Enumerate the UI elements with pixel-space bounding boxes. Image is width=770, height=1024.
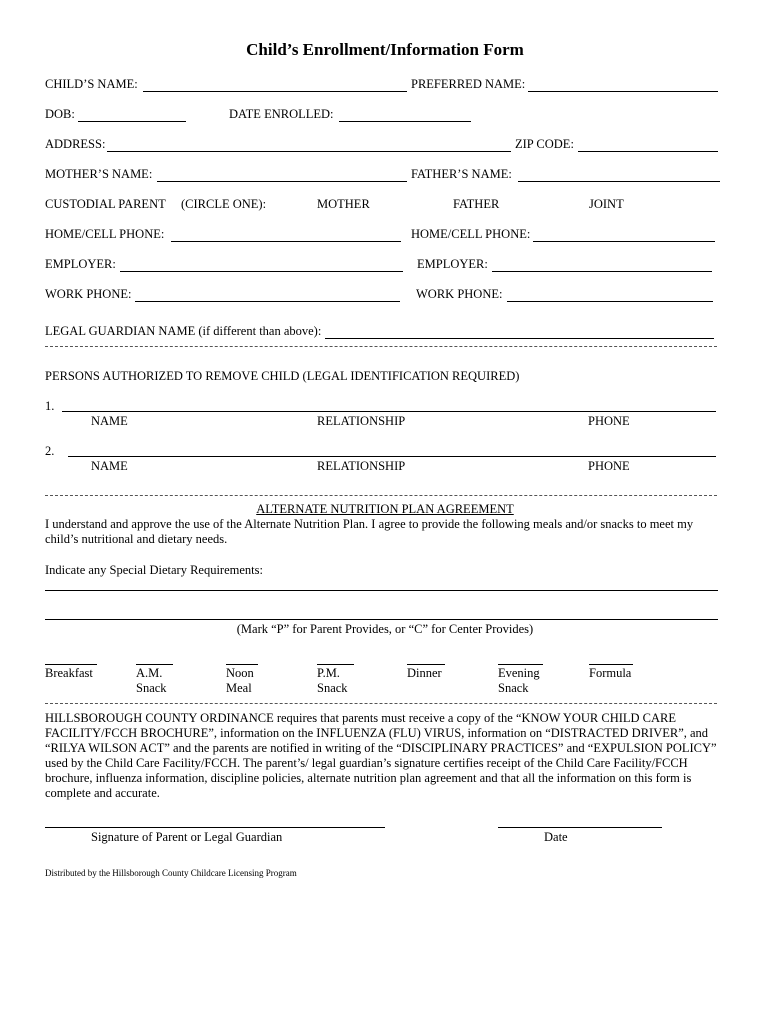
section-divider — [45, 703, 717, 704]
authorized-row-1-number: 1. — [45, 399, 55, 413]
meal-mark-am-snack[interactable] — [136, 664, 173, 665]
authorized-row-1-field[interactable] — [62, 411, 716, 412]
authorized-row-2-relationship-label: RELATIONSHIP — [317, 459, 406, 473]
dob-field[interactable] — [78, 121, 186, 122]
meal-label-pm-snack-2: Snack — [317, 681, 348, 695]
dietary-requirements-field-1[interactable] — [45, 590, 718, 591]
meal-label-evening-snack-2: Snack — [498, 681, 529, 695]
home-cell-phone-label-2: HOME/CELL PHONE: — [411, 227, 531, 241]
dietary-requirements-label: Indicate any Special Dietary Requirements: — [45, 563, 263, 577]
meal-label-pm-snack: P.M. — [317, 666, 340, 680]
meal-label-noon-meal-2: Meal — [226, 681, 252, 695]
parent-signature-label: Signature of Parent or Legal Guardian — [91, 830, 283, 844]
meal-mark-breakfast[interactable] — [45, 664, 97, 665]
custody-option-joint[interactable]: JOINT — [589, 197, 624, 211]
meal-mark-evening-snack[interactable] — [498, 664, 543, 665]
childs-name-field[interactable] — [143, 91, 407, 92]
date-enrolled-field[interactable] — [339, 121, 471, 122]
meal-mark-pm-snack[interactable] — [317, 664, 354, 665]
fathers-name-label: FATHER’S NAME: — [411, 167, 512, 181]
footer-distribution-note: Distributed by the Hillsborough County Childcare Licensing Program — [45, 868, 297, 878]
legal-guardian-label: LEGAL GUARDIAN NAME (if different than above): — [45, 324, 322, 338]
preferred-name-label: PREFERRED NAME: — [411, 77, 526, 91]
meal-label-am-snack-2: Snack — [136, 681, 167, 695]
authorized-row-2-field[interactable] — [68, 456, 716, 457]
meal-label-formula: Formula — [589, 666, 632, 680]
fathers-name-field[interactable] — [518, 181, 720, 182]
meal-label-evening-snack: Evening — [498, 666, 540, 680]
home-cell-phone-field-1[interactable] — [171, 241, 401, 242]
meal-label-noon-meal: Noon — [226, 666, 254, 680]
section-divider — [45, 495, 717, 496]
zip-code-label: ZIP CODE: — [515, 137, 574, 151]
authorized-row-1-name-label: NAME — [91, 414, 128, 428]
nutrition-agreement-text: I understand and approve the use of the Alternate Nutrition Plan. I agree to provide the following meals and/or snacks to meet my child’s nutritional and dietary needs. — [45, 517, 694, 546]
authorized-row-1-relationship-label: RELATIONSHIP — [317, 414, 406, 428]
work-phone-label-1: WORK PHONE: — [45, 287, 132, 301]
address-field[interactable] — [107, 151, 511, 152]
dietary-requirements-field-2[interactable] — [45, 619, 718, 620]
home-cell-phone-label-1: HOME/CELL PHONE: — [45, 227, 165, 241]
address-label: ADDRESS: — [45, 137, 106, 151]
authorized-row-2-name-label: NAME — [91, 459, 128, 473]
meal-label-dinner: Dinner — [407, 666, 442, 680]
work-phone-field-1[interactable] — [135, 301, 400, 302]
nutrition-plan-heading: ALTERNATE NUTRITION PLAN AGREEMENT — [256, 502, 514, 516]
authorized-row-2-number: 2. — [45, 444, 55, 458]
page-title: Child’s Enrollment/Information Form — [246, 40, 524, 59]
zip-code-field[interactable] — [578, 151, 718, 152]
signature-date-label: Date — [544, 830, 568, 844]
authorized-persons-heading: PERSONS AUTHORIZED TO REMOVE CHILD (LEGAL IDENTIFICATION REQUIRED) — [45, 369, 520, 383]
employer-field-1[interactable] — [120, 271, 403, 272]
date-enrolled-label: DATE ENROLLED: — [229, 107, 334, 121]
circle-one-label: (CIRCLE ONE): — [181, 197, 267, 211]
meal-label-breakfast: Breakfast — [45, 666, 93, 680]
preferred-name-field[interactable] — [528, 91, 718, 92]
meal-mark-dinner[interactable] — [407, 664, 445, 665]
mark-instructions: (Mark “P” for Parent Provides, or “C” for Center Provides) — [236, 622, 534, 636]
childs-name-label: CHILD’S NAME: — [45, 77, 138, 91]
legal-guardian-field[interactable] — [325, 338, 714, 339]
meal-mark-noon-meal[interactable] — [226, 664, 258, 665]
dob-label: DOB: — [45, 107, 75, 121]
work-phone-field-2[interactable] — [507, 301, 713, 302]
custody-option-father[interactable]: FATHER — [453, 197, 500, 211]
meal-mark-formula[interactable] — [589, 664, 633, 665]
work-phone-label-2: WORK PHONE: — [416, 287, 503, 301]
ordinance-text: HILLSBOROUGH COUNTY ORDINANCE requires that parents must receive a copy of the “KNOW YOUR CHILD CARE FACILITY/FCCH BROCHURE”, information on the INFLUENZA (FLU) VIRUS, information on “DISTRACTED DRIVER”, and “RILYA WILSON ACT” and the parents are notified in writing of the “DISCIPLINARY PRACTICES” and “EXPULSION POLICY” used by the Child Care Facility/FCCH. The parent’s/ legal guardian’s signature certifies receipt of the Child Care Facility/FCCH brochure, influenza information, discipline policies, alternate nutrition plan agreement and that all the information on this form is complete and accurate. — [45, 711, 717, 800]
parent-signature-field[interactable] — [45, 827, 385, 828]
mothers-name-label: MOTHER’S NAME: — [45, 167, 153, 181]
employer-field-2[interactable] — [492, 271, 712, 272]
employer-label-1: EMPLOYER: — [45, 257, 116, 271]
meal-label-am-snack: A.M. — [136, 666, 163, 680]
authorized-row-1-phone-label: PHONE — [588, 414, 630, 428]
section-divider — [45, 346, 717, 347]
employer-label-2: EMPLOYER: — [417, 257, 488, 271]
custodial-parent-label: CUSTODIAL PARENT — [45, 197, 166, 211]
signature-date-field[interactable] — [498, 827, 662, 828]
mothers-name-field[interactable] — [157, 181, 407, 182]
authorized-row-2-phone-label: PHONE — [588, 459, 630, 473]
custody-option-mother[interactable]: MOTHER — [317, 197, 370, 211]
home-cell-phone-field-2[interactable] — [533, 241, 715, 242]
